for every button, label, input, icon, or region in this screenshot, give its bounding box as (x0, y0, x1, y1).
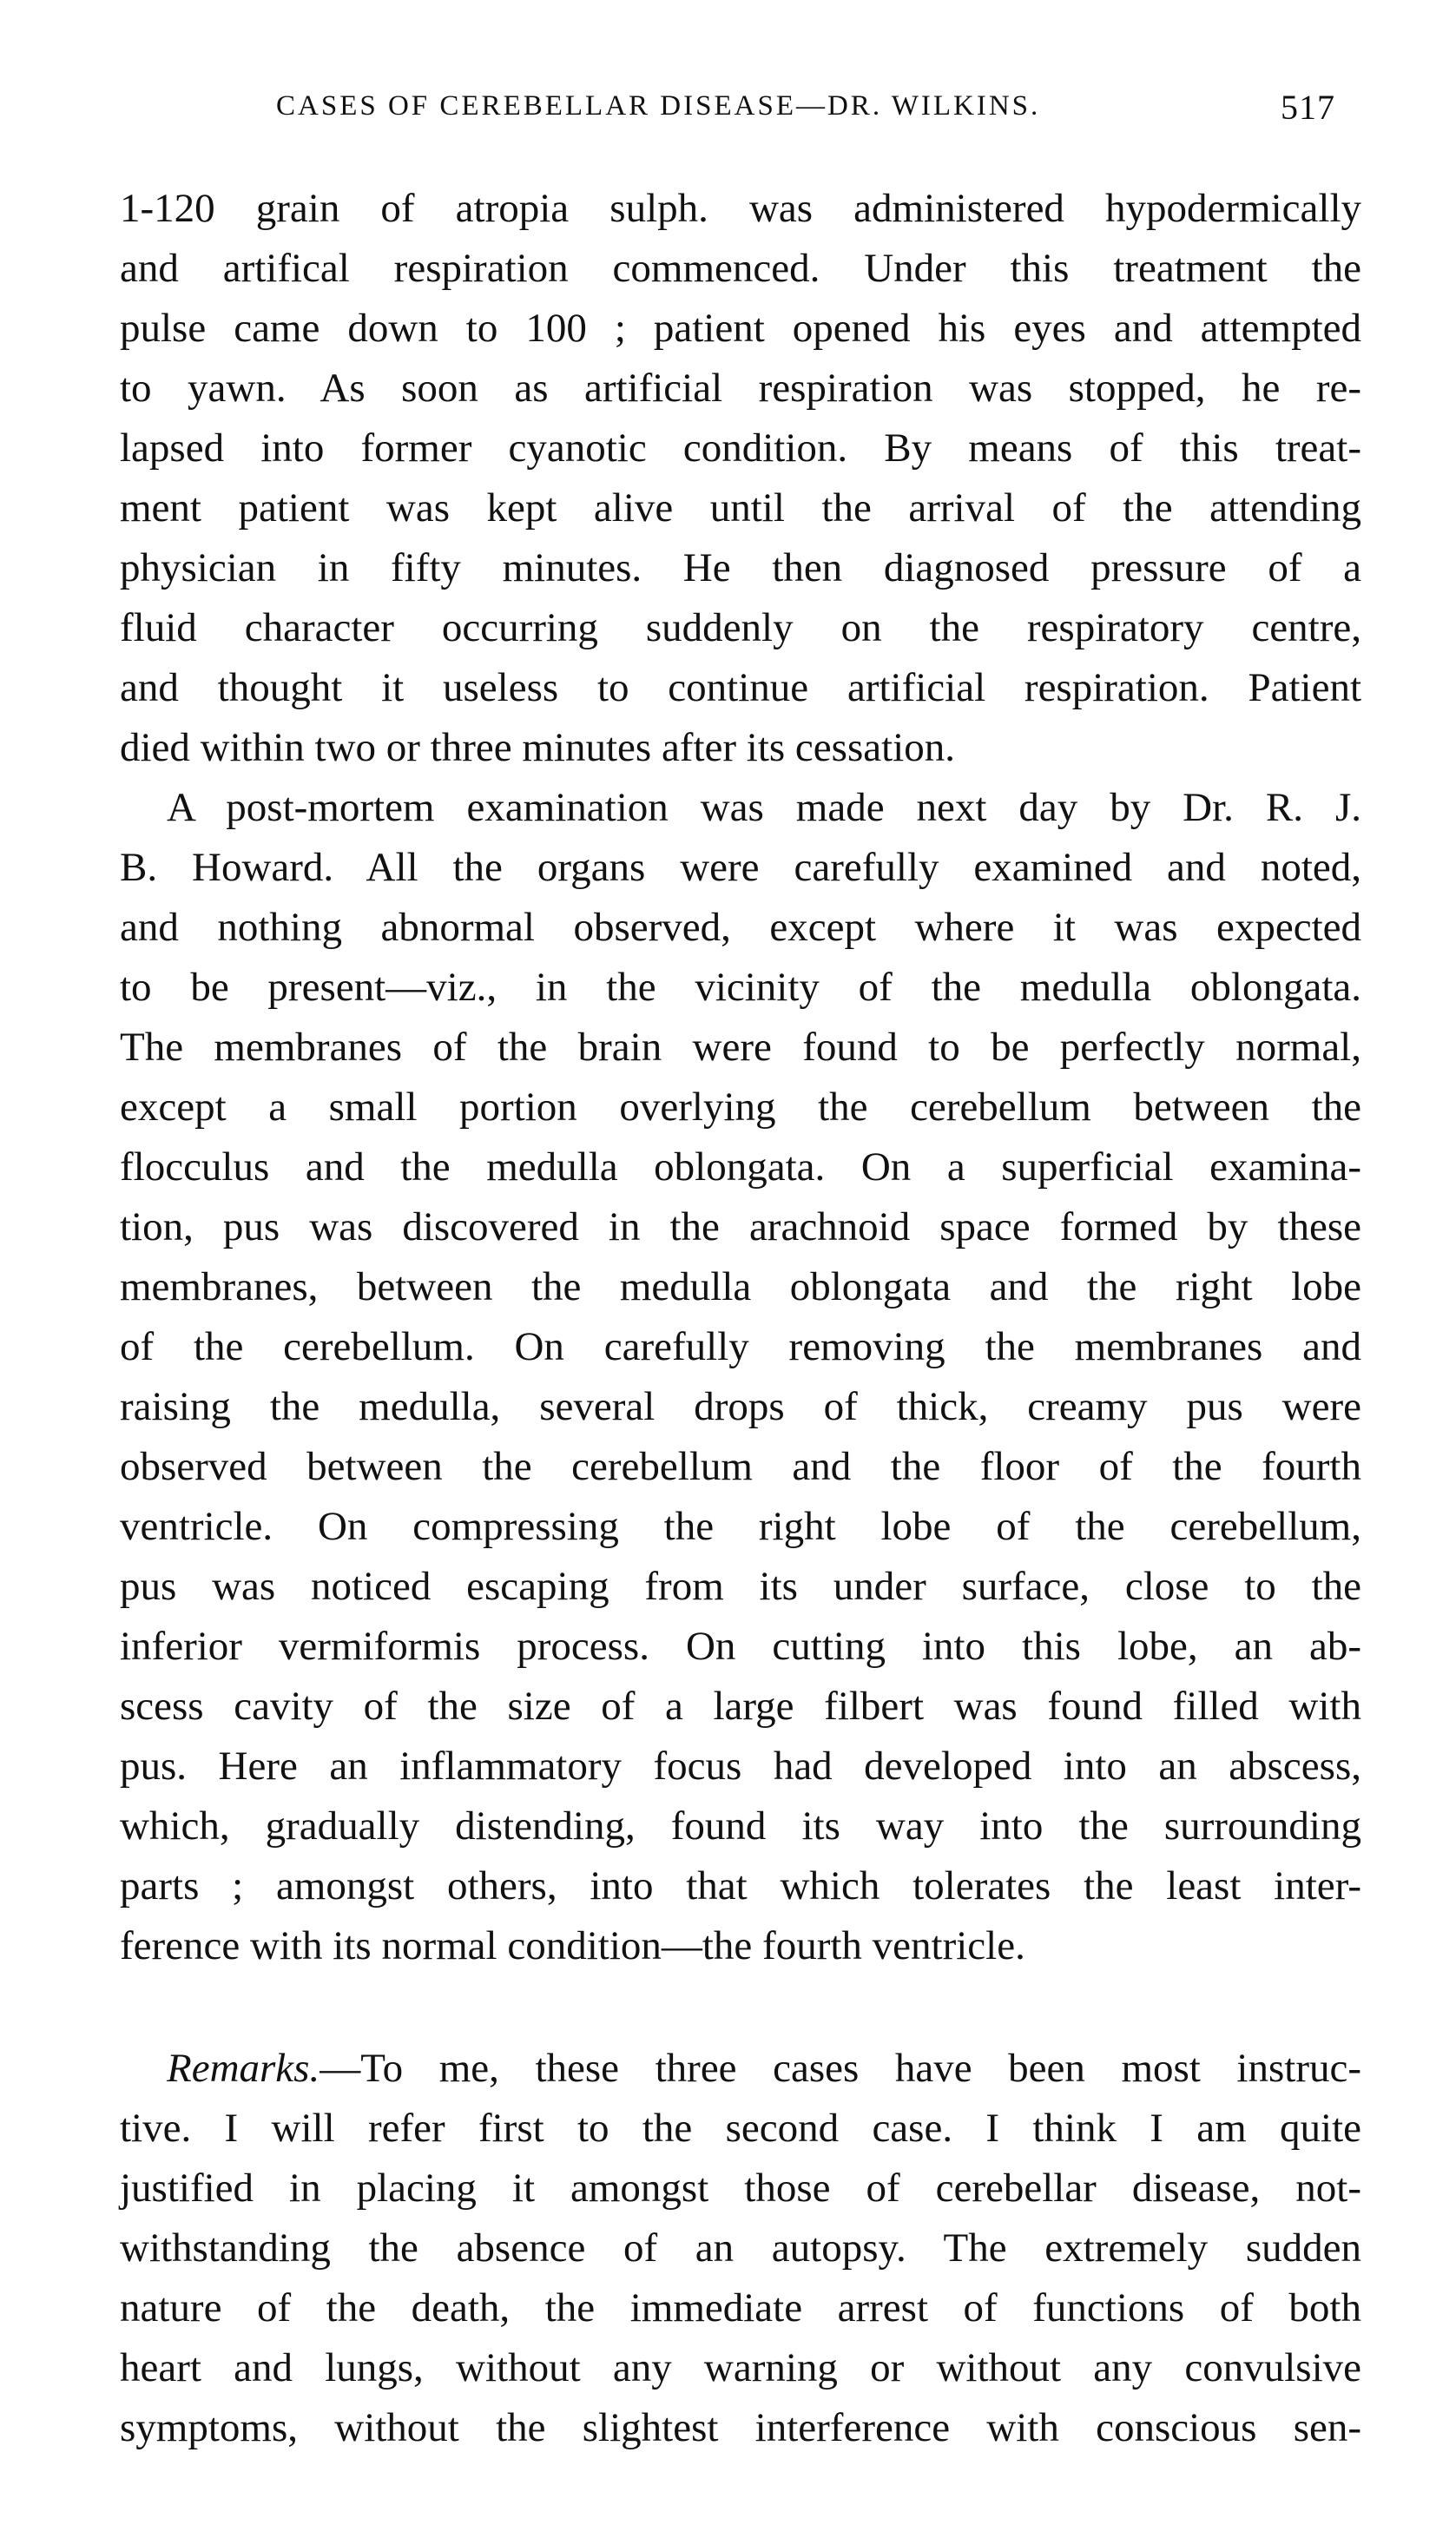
text-line: parts ; amongst others, into that which tolerates the least inter- (120, 1863, 1361, 1909)
remarks-first-line (167, 2042, 1361, 2094)
text-line: and thought it useless to continue artificial respiration. Patient (120, 665, 1361, 710)
text-line: and artifical respiration commenced. Under this treatment the (120, 246, 1361, 291)
text-line: raising the medulla, several drops of thick, creamy pus were (120, 1384, 1361, 1429)
text-line: pus. Here an inflammatory focus had developed into an abscess, (120, 1744, 1361, 1789)
text-line: inferior vermiformis process. On cutting into this lobe, an ab- (120, 1624, 1361, 1669)
text-line: flocculus and the medulla oblongata. On a superficial examina- (120, 1144, 1361, 1190)
text-line: ference with its normal condition—the fourth ventricle. (120, 1923, 1025, 1968)
remarks-label: Remarks. (167, 2046, 320, 2091)
text-line: pus was noticed escaping from its under surface, close to the (120, 1564, 1361, 1609)
text-line: B. Howard. All the organs were carefully examined and noted, (120, 845, 1361, 890)
text-line: and nothing abnormal observed, except where it was expected (120, 905, 1361, 950)
text-line: tive. I will refer first to the second case. I think I am quite (120, 2106, 1361, 2151)
text-line: scess cavity of the size of a large filbert was found filled with (120, 1684, 1361, 1729)
text-line: The membranes of the brain were found to be perfectly normal, (120, 1025, 1361, 1070)
text-line: to be present—viz., in the vicinity of the medulla oblongata. (120, 965, 1361, 1010)
text-line: membranes, between the medulla oblongata and the right lobe (120, 1264, 1361, 1309)
text-line: tion, pus was discovered in the arachnoid space formed by these (120, 1204, 1361, 1249)
text-line: physician in fifty minutes. He then diagnosed pressure of a (120, 545, 1361, 590)
text-line: pulse came down to 100 ; patient opened his eyes and attempted (120, 306, 1361, 351)
text-line: justified in placing it amongst those of cerebellar disease, not- (120, 2166, 1361, 2211)
text-line: fluid character occurring suddenly on the respiratory centre, (120, 605, 1361, 650)
text-line: observed between the cerebellum and the floor of the fourth (120, 1444, 1361, 1489)
remarks-first-line-text: —To me, these three cases have been most instruc- (320, 2046, 1361, 2091)
text-line: A post-mortem examination was made next day by Dr. R. J. (167, 785, 1361, 830)
text-line: ment patient was kept alive until the arrival of the attending (120, 485, 1361, 531)
text-line: ventricle. On compressing the right lobe of the cerebellum, (120, 1504, 1361, 1549)
running-head: CASES OF CEREBELLAR DISEASE—DR. WILKINS. (276, 90, 1041, 122)
text-line: 1-120 grain of atropia sulph. was administered hypodermically (120, 186, 1361, 231)
text-line: lapsed into former cyanotic condition. By means of this treat- (120, 425, 1361, 471)
text-line: withstanding the absence of an autopsy. The extremely sudden (120, 2225, 1361, 2271)
text-line: died within two or three minutes after its cessation. (120, 725, 955, 770)
text-line: of the cerebellum. On carefully removing the membranes and (120, 1324, 1361, 1369)
text-line: nature of the death, the immediate arrest of functions of both (120, 2285, 1361, 2331)
text-line: symptoms, without the slightest interference with conscious sen- (120, 2405, 1361, 2450)
text-line: which, gradually distending, found its way into the surrounding (120, 1803, 1361, 1849)
text-line: except a small portion overlying the cerebellum between the (120, 1084, 1361, 1130)
text-line: heart and lungs, without any warning or without any convulsive (120, 2345, 1361, 2390)
text-line: to yawn. As soon as artificial respiration was stopped, he re- (120, 366, 1361, 411)
page-number: 517 (1281, 88, 1335, 127)
